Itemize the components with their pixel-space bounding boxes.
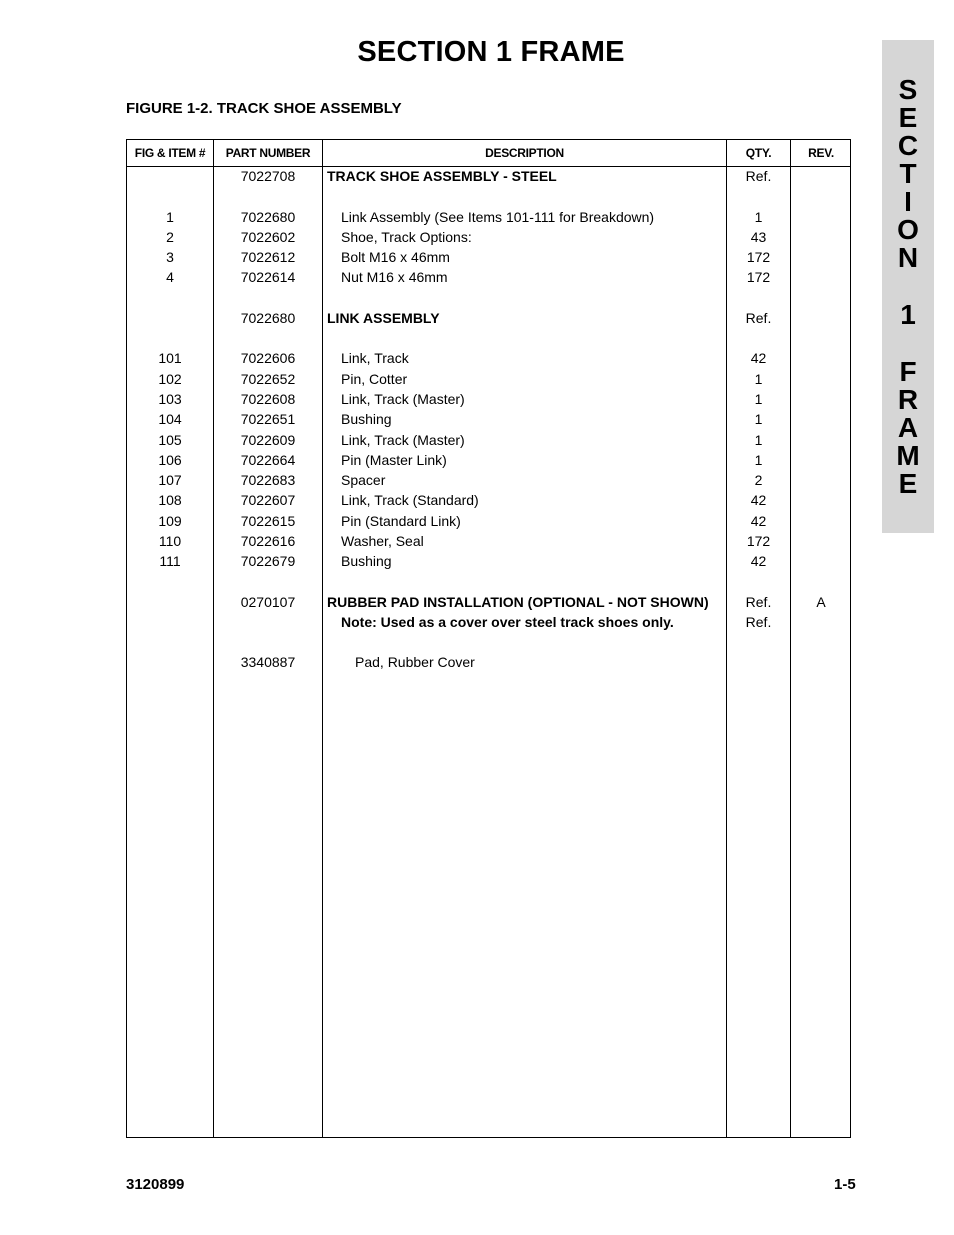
cell-part-number: 7022683	[240, 472, 296, 488]
cell-item-number: 102	[158, 371, 182, 387]
cell-part-number: 7022602	[240, 229, 296, 245]
side-tab-letter: C	[897, 130, 919, 161]
cell-description: Washer, Seal	[341, 533, 424, 549]
cell-item-number: 1	[166, 209, 174, 225]
table-row	[127, 410, 850, 430]
cell-item-number: 106	[158, 452, 182, 468]
section-title: SECTION 1 FRAME	[357, 36, 625, 68]
table-row	[127, 309, 850, 329]
page-number: 1-5	[834, 1176, 856, 1193]
side-tab-letter: R	[897, 384, 919, 415]
cell-description: Link Assembly (See Items 101-111 for Breakdown)	[341, 209, 655, 225]
cell-part-number: 7022664	[240, 452, 296, 468]
side-tab-letter: S	[898, 74, 918, 105]
cell-item-number: 108	[158, 492, 182, 508]
column-divider	[790, 140, 791, 1137]
cell-item-number: 2	[166, 229, 174, 245]
table-row	[127, 390, 850, 410]
cell-item-number: 109	[158, 513, 182, 529]
cell-description: Pin (Standard Link)	[341, 513, 461, 529]
table-row	[127, 532, 850, 552]
cell-item-number: 4	[166, 269, 174, 285]
cell-description: RUBBER PAD INSTALLATION (OPTIONAL - NOT SHOWN)	[327, 594, 709, 610]
cell-description: Pin (Master Link)	[341, 452, 447, 468]
cell-description: Pad, Rubber Cover	[355, 654, 475, 670]
cell-quantity: Ref.	[745, 168, 772, 184]
side-tab-letter: E	[898, 468, 918, 499]
side-tab-letter: N	[897, 242, 919, 273]
cell-description: Note: Used as a cover over steel track shoes only.	[341, 614, 674, 630]
cell-part-number: 7022607	[240, 492, 296, 508]
cell-quantity: 172	[746, 269, 771, 285]
cell-part-number: 7022616	[240, 533, 296, 549]
cell-quantity: 172	[746, 249, 771, 265]
cell-quantity: 1	[754, 432, 763, 448]
cell-part-number: 7022608	[240, 391, 296, 407]
table-row	[127, 228, 850, 248]
cell-quantity: 42	[750, 553, 767, 569]
table-row	[127, 613, 850, 633]
table-row	[127, 349, 850, 369]
side-tab-letter: I	[904, 186, 912, 217]
doc-number: 3120899	[126, 1176, 185, 1193]
side-tab-letter: A	[897, 412, 919, 443]
cell-description: Spacer	[341, 472, 386, 488]
cell-item-number: 103	[158, 391, 182, 407]
side-tab-letter: F	[899, 356, 917, 387]
side-tab-letter: T	[899, 158, 917, 189]
cell-part-number: 0270107	[240, 594, 296, 610]
cell-quantity: 1	[754, 452, 763, 468]
cell-description: Link, Track	[341, 350, 409, 366]
header-part-number: PART NUMBER	[225, 146, 311, 160]
cell-item-number: 110	[158, 533, 182, 549]
cell-item-number: 105	[158, 432, 182, 448]
section-side-tab	[882, 40, 934, 533]
cell-item-number: 111	[159, 553, 181, 569]
cell-description: Link, Track (Master)	[341, 432, 465, 448]
table-row	[127, 268, 850, 288]
column-divider	[213, 140, 214, 1137]
cell-quantity: Ref.	[745, 614, 772, 630]
cell-item-number: 3	[166, 249, 174, 265]
cell-description: Link, Track (Master)	[341, 391, 465, 407]
cell-description: Link, Track (Standard)	[341, 492, 479, 508]
cell-quantity: Ref.	[745, 310, 772, 326]
cell-part-number: 7022679	[240, 553, 296, 569]
side-tab-letter: M	[896, 440, 920, 471]
side-tab-letter: 1	[900, 299, 916, 330]
header-item: FIG & ITEM #	[134, 146, 206, 160]
cell-description: TRACK SHOE ASSEMBLY - STEEL	[327, 168, 557, 184]
cell-quantity: 2	[754, 472, 763, 488]
cell-quantity: 43	[750, 229, 767, 245]
cell-part-number: 7022652	[240, 371, 296, 387]
cell-quantity: 172	[746, 533, 771, 549]
cell-part-number: 7022606	[240, 350, 296, 366]
cell-description: Bushing	[341, 411, 392, 427]
cell-quantity: 1	[754, 391, 763, 407]
table-row	[127, 370, 850, 390]
cell-description: Nut M16 x 46mm	[341, 269, 448, 285]
side-tab-letter: E	[898, 102, 918, 133]
table-row	[127, 653, 850, 673]
cell-quantity: Ref.	[745, 594, 772, 610]
side-tab-letter: O	[897, 214, 919, 245]
cell-quantity: 1	[754, 371, 763, 387]
table-row	[127, 248, 850, 268]
figure-title: FIGURE 1-2. TRACK SHOE ASSEMBLY	[126, 100, 402, 117]
column-divider	[322, 140, 323, 1137]
table-row	[127, 451, 850, 471]
table-row	[127, 431, 850, 451]
cell-item-number: 107	[158, 472, 182, 488]
cell-description: Bolt M16 x 46mm	[341, 249, 450, 265]
table-row	[127, 471, 850, 491]
header-rev: REV.	[808, 146, 834, 160]
cell-part-number: 7022651	[240, 411, 296, 427]
cell-quantity: 42	[750, 350, 767, 366]
cell-description: Shoe, Track Options:	[341, 229, 472, 245]
cell-item-number: 101	[158, 350, 182, 366]
cell-part-number: 7022680	[240, 310, 296, 326]
cell-quantity: 42	[750, 492, 767, 508]
table-row	[127, 491, 850, 511]
cell-part-number: 7022609	[240, 432, 296, 448]
cell-item-number: 104	[158, 411, 182, 427]
cell-quantity: 42	[750, 513, 767, 529]
cell-description: Pin, Cotter	[341, 371, 408, 387]
cell-quantity: 1	[754, 209, 763, 225]
column-divider	[726, 140, 727, 1137]
parts-table	[126, 139, 851, 1138]
cell-part-number: 7022612	[240, 249, 296, 265]
header-qty: QTY.	[745, 146, 772, 160]
cell-description: LINK ASSEMBLY	[327, 310, 440, 326]
table-row	[127, 552, 850, 572]
table-row	[127, 167, 850, 187]
side-tab-letters	[882, 76, 934, 498]
cell-part-number: 7022680	[240, 209, 296, 225]
cell-description: Bushing	[341, 553, 392, 569]
cell-part-number: 7022614	[240, 269, 296, 285]
cell-part-number: 3340887	[240, 654, 296, 670]
header-description: DESCRIPTION	[485, 146, 564, 160]
cell-part-number: 7022708	[240, 168, 296, 184]
table-row	[127, 208, 850, 228]
table-row	[127, 512, 850, 532]
table-row	[127, 593, 850, 613]
cell-revision: A	[816, 594, 826, 610]
cell-part-number: 7022615	[240, 513, 296, 529]
cell-quantity: 1	[754, 411, 763, 427]
